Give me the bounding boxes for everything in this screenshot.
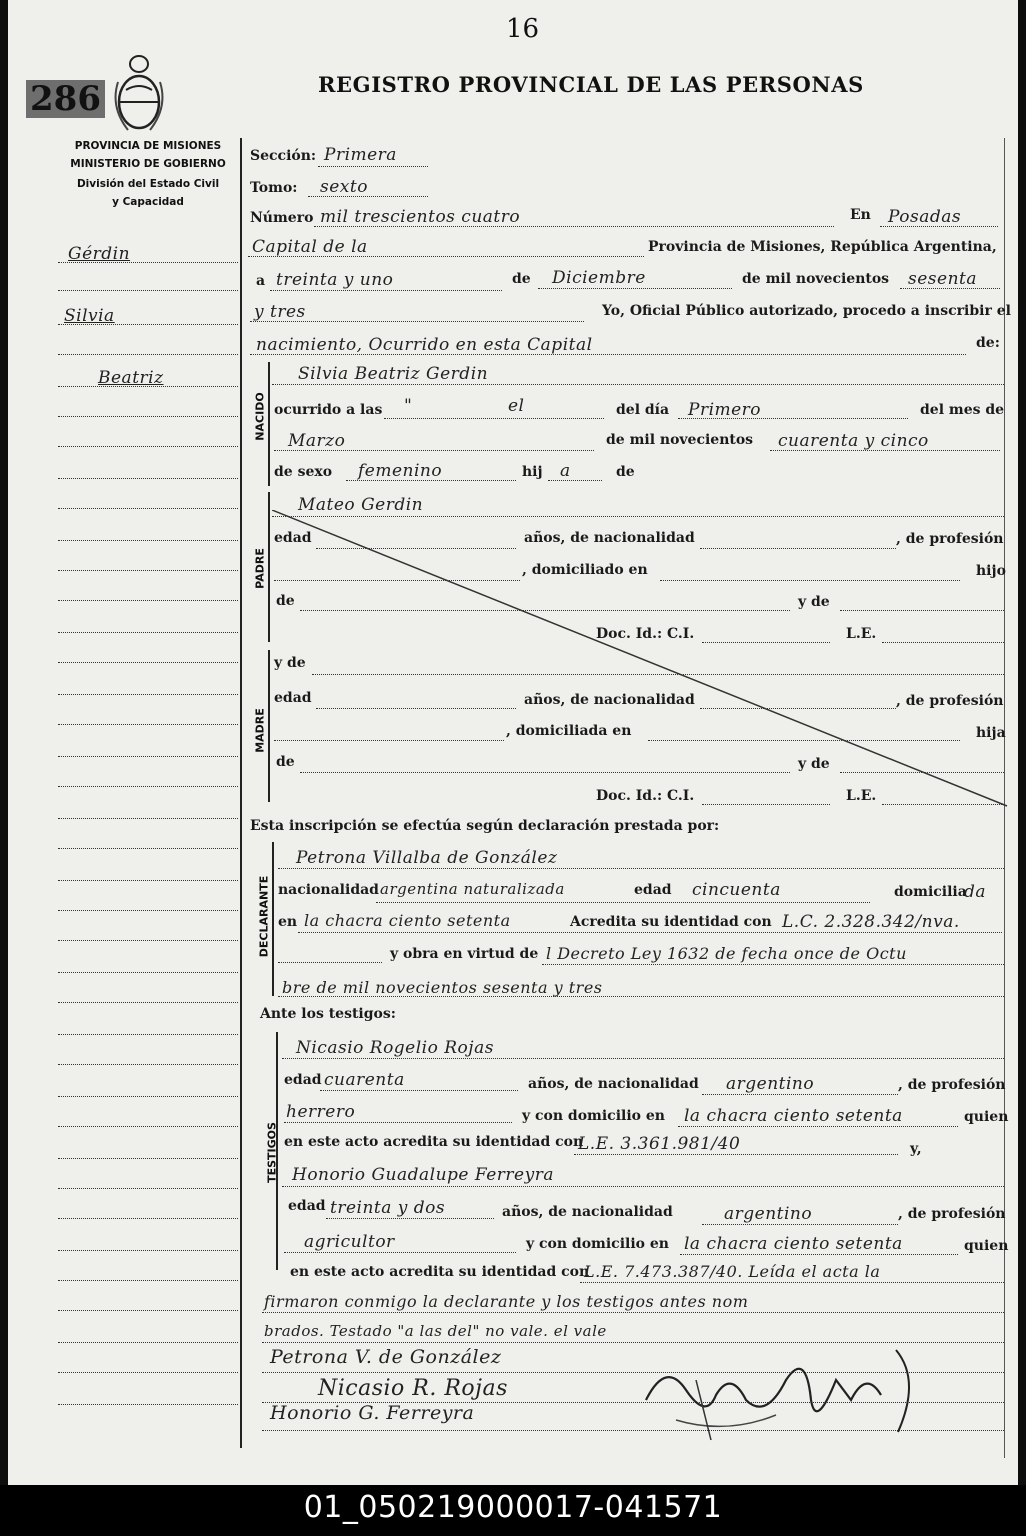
padre-anos-text: años, de nacionalidad xyxy=(524,530,695,546)
testigo2-anos-text: años, de nacionalidad xyxy=(502,1204,673,1220)
margin-middle-name: Beatriz xyxy=(98,368,164,388)
testigo1-domicilio: la chacra ciento setenta xyxy=(684,1106,903,1126)
declarante-domicilia-value: da xyxy=(964,882,987,902)
madre-de-label: de xyxy=(276,754,295,770)
testigo2-profesion-text: , de profesión xyxy=(898,1206,1006,1222)
del-dia-label: del día xyxy=(616,402,670,418)
tomo-value: sexto xyxy=(320,177,368,197)
madre-le-text: L.E. xyxy=(846,788,877,804)
registry-number-stamp: 286 xyxy=(26,80,105,118)
hora-value-2: el xyxy=(508,396,525,416)
testigo1-quien-text: quien xyxy=(964,1109,1009,1125)
oficial-text: Yo, Oficial Público autorizado, procedo a inscribir el xyxy=(602,303,1011,319)
declarante-name: Petrona Villalba de González xyxy=(296,848,558,868)
padre-de-label: de xyxy=(276,593,295,609)
testigo1-acredita-text: en este acto acredita su identidad con xyxy=(284,1134,584,1150)
testigo1-y-text: y, xyxy=(910,1141,922,1157)
seccion-value: Primera xyxy=(324,145,397,165)
declarante-en-value: la chacra ciento setenta xyxy=(304,911,511,930)
capital-value: Capital de la xyxy=(252,237,368,257)
seccion-label: Sección: xyxy=(250,148,317,164)
hij-value: a xyxy=(560,461,571,481)
padre-doc-text: Doc. Id.: C.I. xyxy=(596,626,695,642)
page-number: 16 xyxy=(506,14,540,44)
tomo-label: Tomo: xyxy=(250,180,298,196)
en-label: En xyxy=(850,207,871,223)
nacido-label: NACIDO xyxy=(253,392,267,441)
testigo2-quien-text: quien xyxy=(964,1238,1009,1254)
signature-testigo-1: Nicasio R. Rojas xyxy=(318,1376,508,1401)
testigo2-domicilio: la chacra ciento setenta xyxy=(684,1234,903,1254)
obra-value: l Decreto Ley 1632 de fecha once de Octu xyxy=(546,944,907,963)
testigo1-edad-label: edad xyxy=(284,1072,322,1088)
margin-surname: Gérdin xyxy=(68,244,131,264)
declarante-nacionalidad-label: nacionalidad xyxy=(278,882,379,898)
madre-anos-text: años, de nacionalidad xyxy=(524,692,695,708)
mes-value: Marzo xyxy=(288,431,346,451)
sexo-label: de sexo xyxy=(274,464,333,480)
provincia-text: Provincia de Misiones, República Argentina, xyxy=(648,239,997,255)
nacimiento-value: nacimiento, Ocurrido en esta Capital xyxy=(256,335,593,355)
obra-value-2: bre de mil novecientos sesenta y tres xyxy=(282,978,603,997)
obra-text: y obra en virtud de xyxy=(390,946,539,962)
anio-value: cuarenta y cinco xyxy=(778,431,929,451)
sexo-value: femenino xyxy=(358,461,443,481)
ocurrido-label: ocurrido a las xyxy=(274,402,383,418)
testigos-label: TESTIGOS xyxy=(265,1122,279,1183)
madre-label: MADRE xyxy=(253,708,267,753)
coat-of-arms-emblem xyxy=(108,52,170,136)
declarante-edad-value: cincuenta xyxy=(692,880,781,900)
testigo1-profesion: herrero xyxy=(286,1102,356,1122)
testigo2-nacionalidad: argentino xyxy=(724,1204,813,1224)
declarante-label: DECLARANTE xyxy=(257,875,271,958)
void-strike-line xyxy=(272,510,1012,810)
testigo2-edad-label: edad xyxy=(288,1198,326,1214)
signature-declarante: Petrona V. de González xyxy=(270,1346,502,1368)
testigo1-anos-text: años, de nacionalidad xyxy=(528,1076,699,1092)
closing-line-1: firmaron conmigo la declarante y los testigos antes nom xyxy=(264,1292,749,1311)
testigo1-profesion-text: , de profesión xyxy=(898,1077,1006,1093)
de-label-date: de xyxy=(512,271,531,287)
nacido-mil-text: de mil novecientos xyxy=(606,432,754,448)
declaracion-text: Esta inscripción se efectúa según declaración prestada por: xyxy=(250,818,720,834)
dia-value: Primero xyxy=(688,400,762,420)
scan-reference-code: 01_050219000017-041571 xyxy=(303,1490,723,1525)
a-value: treinta y uno xyxy=(276,270,394,290)
testigo2-domicilio-text: y con domicilio en xyxy=(526,1236,669,1252)
padre-y-de-text: y de xyxy=(798,594,830,610)
padre-domiciliado-text: , domiciliado en xyxy=(522,562,648,578)
acredita-value: L.C. 2.328.342/nva. xyxy=(782,912,960,932)
numero-value: mil trescientos cuatro xyxy=(320,207,521,227)
hora-value: " xyxy=(404,396,413,416)
testigo2-name: Honorio Guadalupe Ferreyra xyxy=(292,1165,554,1185)
testigo2-profesion: agricultor xyxy=(304,1232,395,1252)
y-tres-value: y tres xyxy=(254,302,306,322)
testigo2-doc: L.E. 7.473.387/40. Leída el acta la xyxy=(584,1262,881,1281)
padre-label: PADRE xyxy=(253,548,267,589)
padre-le-text: L.E. xyxy=(846,626,877,642)
madre-doc-text: Doc. Id.: C.I. xyxy=(596,788,695,804)
de-month-value: Diciembre xyxy=(552,268,646,288)
testigo2-acredita-text: en este acto acredita su identidad con xyxy=(290,1264,590,1280)
closing-line-2: brados. Testado "a las del" no vale. el vale xyxy=(264,1322,607,1340)
document-title: REGISTRO PROVINCIAL DE LAS PERSONAS xyxy=(318,72,864,97)
declarante-nacionalidad-value: argentina naturalizada xyxy=(380,880,565,898)
hij-label: hij xyxy=(522,464,543,480)
mil-value: sesenta xyxy=(908,269,977,289)
numero-label: Número xyxy=(250,210,314,226)
testigos-intro: Ante los testigos: xyxy=(260,1006,396,1022)
padre-hijo-text: hijo xyxy=(976,563,1006,579)
main-frame-left-border xyxy=(240,138,242,1448)
nacido-de-label: de xyxy=(616,464,635,480)
issuer-ministry: MINISTERIO DE GOBIERNO xyxy=(70,158,226,170)
issuer-capacidad: y Capacidad xyxy=(112,196,184,208)
padre-profesion-text: , de profesión xyxy=(896,531,1004,547)
padre-edad-label: edad xyxy=(274,530,312,546)
en-value: Posadas xyxy=(888,207,962,227)
testigo1-edad: cuarenta xyxy=(324,1070,405,1090)
del-mes-label: del mes de xyxy=(920,402,1005,418)
mil-text: de mil novecientos xyxy=(742,271,890,287)
declarante-en-label: en xyxy=(278,914,298,930)
madre-edad-label: edad xyxy=(274,690,312,706)
acredita-text: Acredita su identidad con xyxy=(570,914,772,930)
madre-y-de-text: y de xyxy=(274,655,306,671)
officer-signature xyxy=(636,1340,926,1450)
madre-hija-text: hija xyxy=(976,725,1006,741)
madre-y-de2-text: y de xyxy=(798,756,830,772)
signature-testigo-2: Honorio G. Ferreyra xyxy=(270,1402,475,1424)
issuer-division: División del Estado Civil xyxy=(76,178,220,190)
declarante-edad-label: edad xyxy=(634,882,672,898)
declarante-domicilia-label: domicilia xyxy=(894,884,967,900)
madre-domiciliada-text: , domiciliada en xyxy=(506,723,632,739)
document-page xyxy=(8,0,1018,1485)
testigo1-nacionalidad: argentino xyxy=(726,1074,815,1094)
madre-profesion-text: , de profesión xyxy=(896,693,1004,709)
testigo1-name: Nicasio Rogelio Rojas xyxy=(296,1038,494,1058)
margin-first-name: Silvia xyxy=(64,306,115,326)
testigo1-doc: L.E. 3.361.981/40 xyxy=(578,1134,741,1154)
nacido-name: Silvia Beatriz Gerdin xyxy=(298,364,489,384)
testigo2-edad: treinta y dos xyxy=(330,1198,446,1218)
de-colon: de: xyxy=(976,335,1000,351)
a-label: a xyxy=(256,273,266,289)
padre-name: Mateo Gerdin xyxy=(298,495,424,515)
issuer-province: PROVINCIA DE MISIONES xyxy=(74,140,222,152)
testigo1-domicilio-text: y con domicilio en xyxy=(522,1108,665,1124)
